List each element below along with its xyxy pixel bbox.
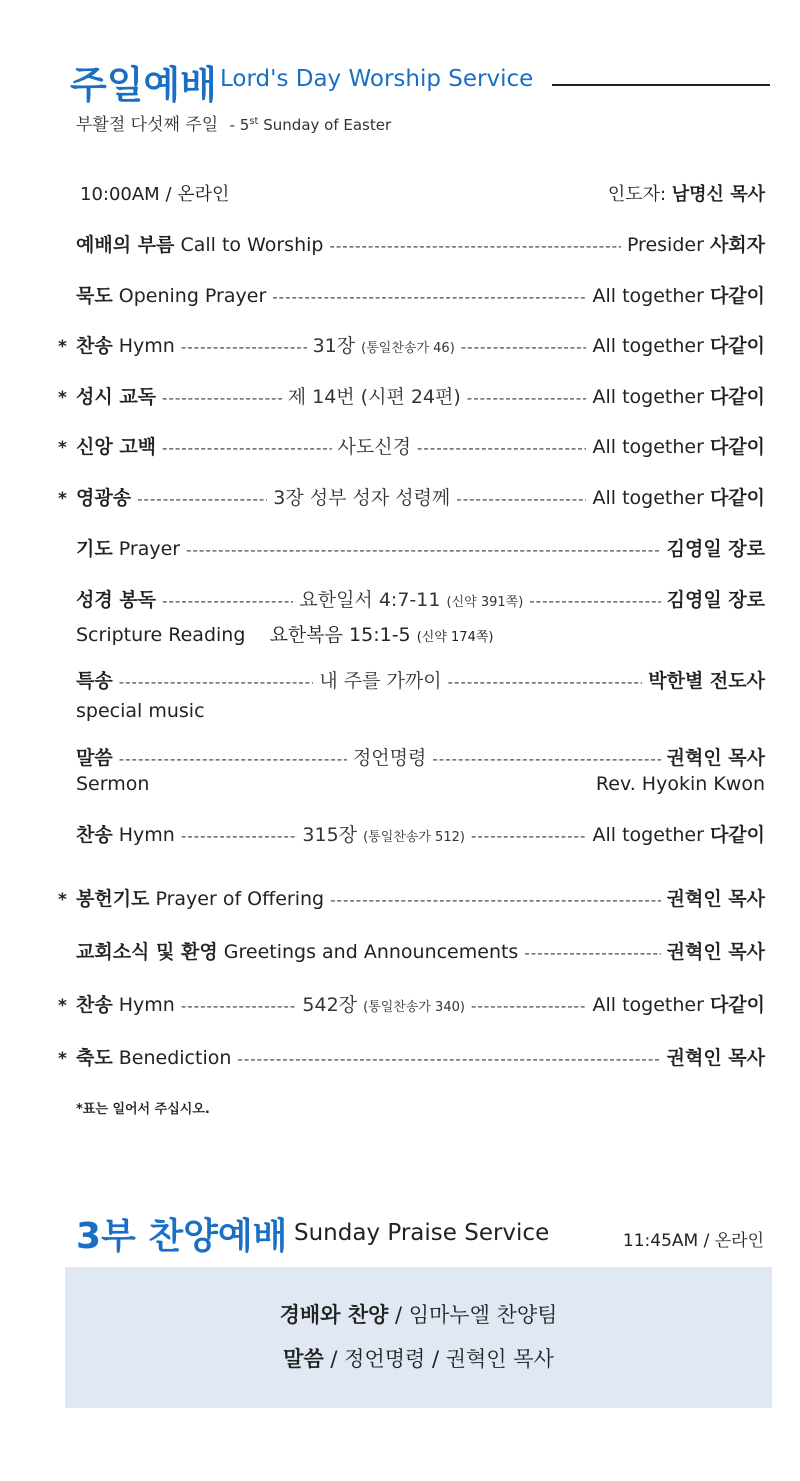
order-item <box>58 432 765 459</box>
order-item <box>58 331 765 358</box>
order-item <box>58 743 765 770</box>
leader-dots <box>119 750 347 768</box>
order-item-leader: All together 다같이 <box>592 386 766 408</box>
page-title: 주일예배 <box>70 63 217 107</box>
praise-service-header <box>76 1208 766 1258</box>
order-item-leader: All together 다같이 <box>592 994 766 1016</box>
praise-title: 3부 찬양예배 <box>76 1216 288 1257</box>
order-item <box>58 230 765 257</box>
standing-mark: * <box>58 1049 67 1069</box>
standing-mark: * <box>58 890 67 910</box>
leader-dots <box>461 338 587 356</box>
sermon-subline: Sermon Rev. Hyokin Kwon <box>76 773 765 795</box>
leader-dots <box>162 439 332 457</box>
order-item-detail: 3장 성부 성자 성령께 <box>273 487 451 509</box>
leader-dots <box>417 439 587 457</box>
order-item <box>58 1043 765 1070</box>
special-music-subline: special music <box>76 700 205 722</box>
order-item-detail: 제 14번 (시편 24편) <box>287 386 461 408</box>
leader-dots <box>524 944 660 962</box>
order-item-leader: 권혁인 목사 <box>666 888 765 910</box>
praise-line-2: 말씀 / 정언명령 / 권혁인 목사 <box>283 1347 554 1371</box>
order-item-label: 성경 봉독 <box>76 589 157 611</box>
page-title-english: Lord's Day Worship Service <box>220 66 534 92</box>
order-item-label: 신앙 고백 <box>76 436 157 458</box>
order-item <box>58 585 765 612</box>
order-item-label: 영광송 <box>76 487 132 509</box>
leader-dots <box>329 237 620 255</box>
order-item-label: 찬송 Hymn <box>76 824 175 846</box>
scripture-subline: Scripture Reading 요한복음 15:1-5 (신약 174쪽) <box>76 624 494 646</box>
standing-mark: * <box>58 489 67 509</box>
praise-time: 11:45AM / 온라인 <box>622 1231 764 1251</box>
subtitle <box>76 110 391 135</box>
leader-dots <box>137 490 267 508</box>
leader-dots <box>186 541 661 559</box>
order-item-leader: All together 다같이 <box>592 487 766 509</box>
order-item-leader: 권혁인 목사 <box>666 747 765 769</box>
leader-dots <box>529 592 660 610</box>
order-item-detail: 내 주를 가까이 <box>319 670 442 692</box>
order-item-detail: 요한일서 4:7-11 (신약 391쪽) <box>299 589 524 611</box>
order-item-detail: 542장 (통일찬송가 340) <box>302 994 465 1016</box>
order-item-label: 특송 <box>76 670 113 692</box>
order-item-leader: All together 다같이 <box>592 436 766 458</box>
leader-dots <box>181 997 297 1015</box>
order-item-leader: 김영일 장로 <box>666 589 765 611</box>
order-item-leader: All together 다같이 <box>592 335 766 357</box>
leader-dots <box>181 827 297 845</box>
leader-dots <box>272 288 586 306</box>
standing-mark: * <box>58 996 67 1016</box>
leader-dots <box>119 673 314 691</box>
order-item <box>58 281 765 308</box>
order-item-leader: 김영일 장로 <box>666 538 765 560</box>
order-item <box>58 666 765 693</box>
title-divider <box>552 84 770 86</box>
order-item-detail: 315장 (통일찬송가 512) <box>302 824 465 846</box>
order-item-leader: All together 다같이 <box>592 285 765 307</box>
standing-mark: * <box>58 438 67 458</box>
order-item-label: 봉헌기도 Prayer of Offering <box>76 888 325 910</box>
praise-title-english: Sunday Praise Service <box>294 1220 550 1246</box>
order-item-leader: 권혁인 목사 <box>666 1047 765 1069</box>
leader-dots <box>456 490 586 508</box>
service-leader: 인도자: 남명신 목사 <box>607 184 765 205</box>
order-item <box>58 884 765 911</box>
service-time: 10:00AM / 온라인 <box>80 184 230 205</box>
standing-mark: * <box>58 388 67 408</box>
praise-info-box <box>65 1267 772 1408</box>
subtitle-korean: 부활절 다섯째 주일 <box>76 115 219 135</box>
order-item-label: 기도 Prayer <box>76 538 181 560</box>
leader-dots <box>471 997 587 1015</box>
order-item-leader: 박한별 전도사 <box>648 670 765 692</box>
leader-dots <box>181 338 307 356</box>
leader-dots <box>162 592 293 610</box>
leader-dots <box>471 827 587 845</box>
leader-dots <box>330 891 660 909</box>
standing-mark: * <box>58 337 67 357</box>
worship-header <box>70 54 770 107</box>
order-item-label: 말씀 <box>76 747 113 769</box>
order-item-label: 묵도 Opening Prayer <box>76 285 267 307</box>
order-item-label: 교회소식 및 환영 Greetings and Announcements <box>76 941 519 963</box>
leader-dots <box>448 673 643 691</box>
leader-dots <box>237 1050 660 1068</box>
leader-dots <box>432 750 660 768</box>
leader-dots <box>162 389 282 407</box>
order-item-leader: 권혁인 목사 <box>666 941 765 963</box>
service-info <box>80 180 765 206</box>
praise-line-1: 경배와 찬양 / 임마누엘 찬양팀 <box>279 1303 558 1327</box>
order-item <box>58 820 765 847</box>
order-item-leader: Presider 사회자 <box>626 234 765 256</box>
order-item-label: 성시 교독 <box>76 386 157 408</box>
order-item-leader: All together 다같이 <box>592 824 766 846</box>
order-item <box>58 483 765 510</box>
order-item-label: 찬송 Hymn <box>76 994 175 1016</box>
order-item-detail: 사도신경 <box>337 436 411 458</box>
order-item-label: 예배의 부름 Call to Worship <box>76 234 324 256</box>
order-item-label: 찬송 Hymn <box>76 335 175 357</box>
order-item-label: 축도 Benediction <box>76 1047 232 1069</box>
standing-note: *표는 일어서 주십시오. <box>76 1102 210 1117</box>
order-item <box>58 937 765 964</box>
order-item-detail: 정언명령 <box>352 747 427 769</box>
order-item-detail: 31장 (통일찬송가 46) <box>312 335 455 357</box>
leader-dots <box>467 389 587 407</box>
order-item <box>58 990 765 1017</box>
subtitle-english: - 5st Sunday of Easter <box>229 116 392 134</box>
order-item <box>58 534 765 561</box>
order-item <box>58 382 765 409</box>
